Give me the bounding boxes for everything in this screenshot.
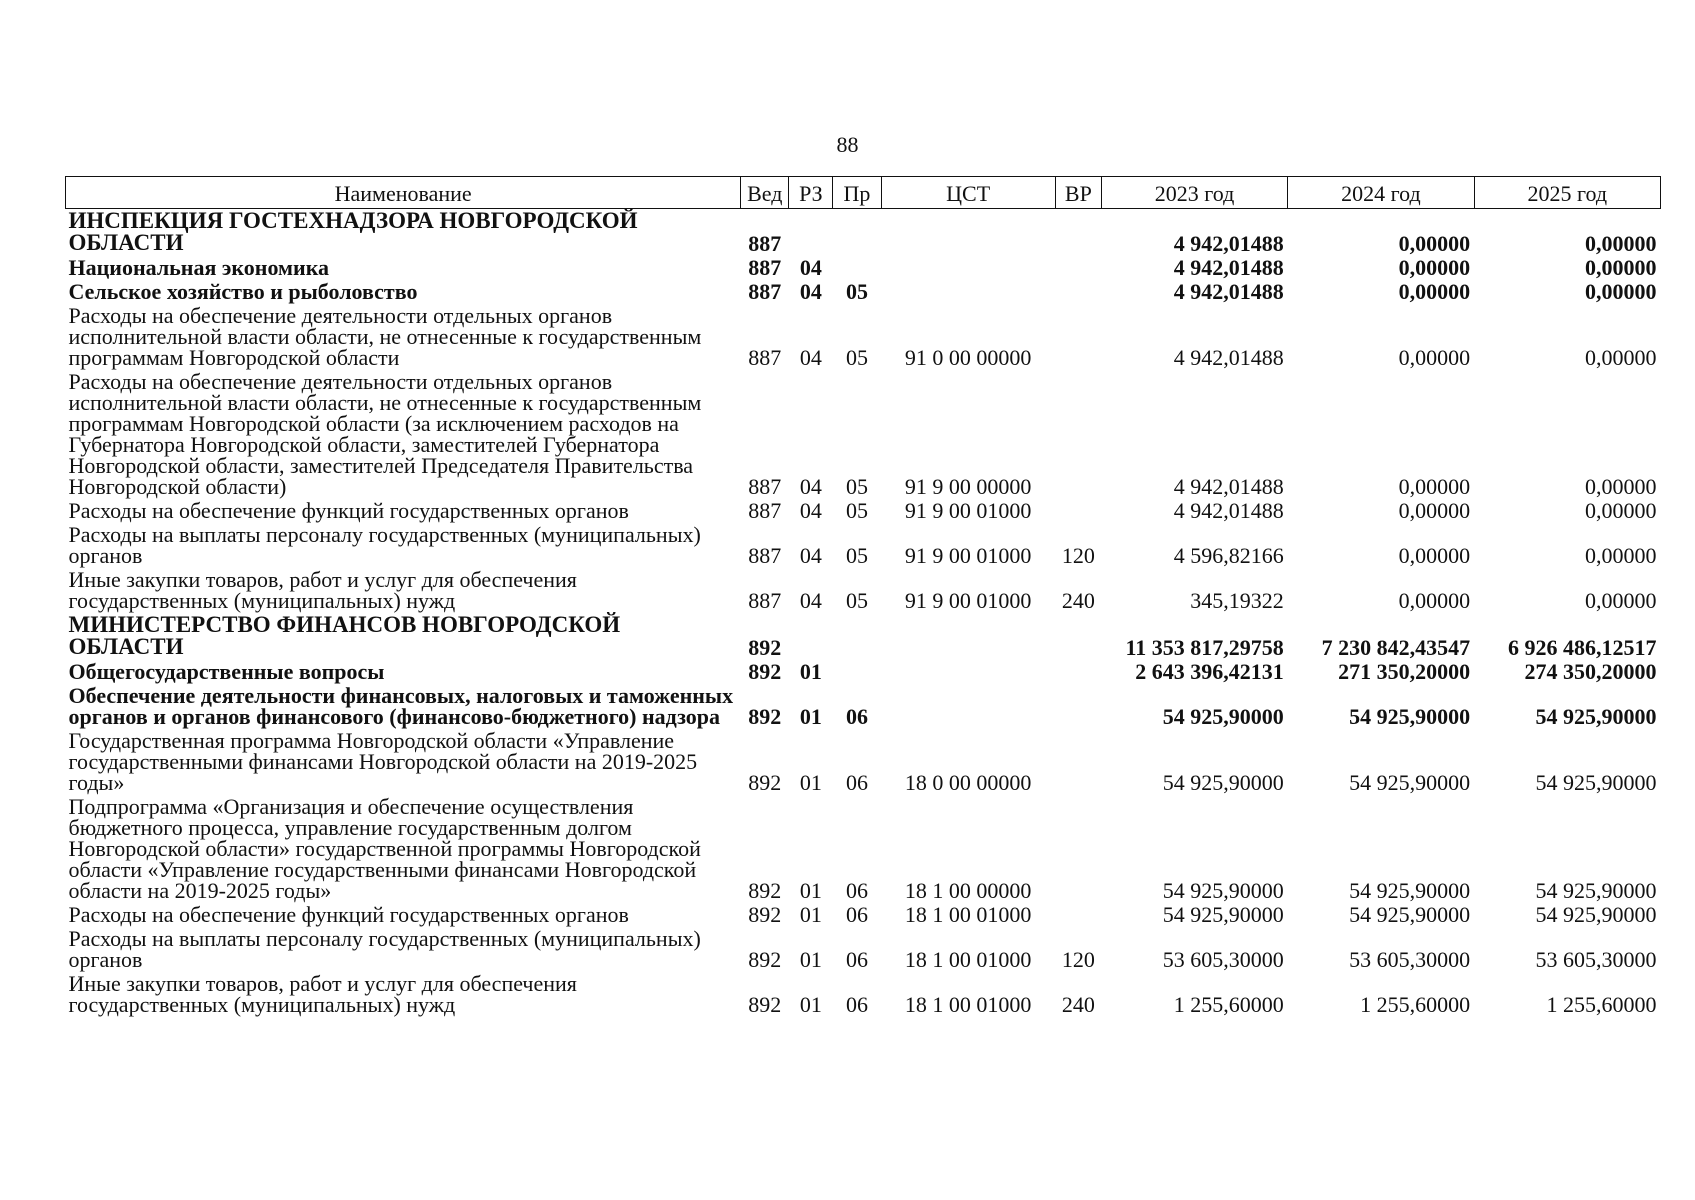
cell-pr: 05 (845, 588, 868, 613)
cell-rz: 01 (799, 992, 822, 1017)
cell-2023: 53 605,30000 (1162, 947, 1284, 972)
cell-name: Расходы на обеспечение функций государственных органов (68, 498, 629, 523)
cell-2025: 0,00000 (1585, 345, 1657, 370)
cell-name: Национальная экономика (68, 255, 330, 280)
cell-rz: 04 (799, 588, 822, 613)
cell-vr (1055, 729, 1101, 795)
cell-2023: 2 643 396,42131 (1135, 659, 1284, 684)
cell-pr: 05 (845, 543, 868, 568)
cell-rz: 04 (799, 345, 822, 370)
cell-cst: 18 0 00 00000 (904, 770, 1032, 795)
table-row (66, 256, 1661, 280)
cell-2023: 345,19322 (1190, 588, 1284, 613)
cell-ved: 887 (748, 543, 782, 568)
cell-cst: 91 9 00 01000 (904, 588, 1032, 613)
cell-ved: 892 (748, 992, 782, 1017)
cell-vr (1055, 795, 1101, 903)
cell-vr (1055, 280, 1101, 304)
cell-ved: 892 (748, 704, 782, 729)
cell-2024: 271 350,20000 (1338, 659, 1471, 684)
cell-ved: 887 (748, 279, 782, 304)
cell-pr: 05 (845, 498, 868, 523)
table-header-row (66, 177, 1661, 209)
cell-name: Иные закупки товаров, работ и услуг для обеспечения государственных (муниципальных) нужд (68, 567, 577, 613)
cell-pr: 06 (845, 902, 868, 927)
cell-2024: 0,00000 (1398, 588, 1471, 613)
table-row (66, 684, 1661, 729)
cell-ved: 887 (748, 588, 782, 613)
cell-name: Расходы на обеспечение функций государственных органов (68, 902, 629, 927)
cell-rz: 04 (799, 498, 822, 523)
header-rz: РЗ (789, 177, 833, 209)
cell-ved: 892 (748, 770, 782, 795)
cell-name: Обеспечение деятельности финансовых, налоговых и таможенных органов и органов финансового (финансово-бюджетного) надзора (68, 683, 734, 729)
cell-cst: 91 9 00 01000 (904, 498, 1032, 523)
cell-ved: 887 (748, 255, 782, 280)
cell-vr (1055, 304, 1101, 370)
cell-2024: 54 925,90000 (1349, 704, 1471, 729)
header-2024: 2024 год (1288, 177, 1474, 209)
cell-2024: 0,00000 (1398, 498, 1471, 523)
cell-vr (1055, 256, 1101, 280)
cell-2024: 0,00000 (1398, 231, 1471, 256)
cell-2023: 54 925,90000 (1162, 770, 1284, 795)
header-pr: Пр (833, 177, 881, 209)
cell-2024: 0,00000 (1398, 345, 1471, 370)
cell-cst (881, 660, 1055, 684)
cell-2025: 0,00000 (1585, 498, 1657, 523)
cell-rz: 01 (799, 902, 822, 927)
table-row (66, 660, 1661, 684)
cell-2024: 53 605,30000 (1349, 947, 1471, 972)
cell-2025: 54 925,90000 (1535, 770, 1657, 795)
cell-2024: 0,00000 (1398, 255, 1471, 280)
cell-name: Общегосударственные вопросы (68, 659, 385, 684)
cell-2023: 4 942,01488 (1173, 279, 1284, 304)
cell-ved: 892 (748, 947, 782, 972)
cell-vr: 120 (1061, 947, 1095, 972)
cell-vr (1055, 684, 1101, 729)
cell-name: Расходы на выплаты персоналу государственных (муниципальных) органов (68, 926, 701, 972)
cell-2023: 54 925,90000 (1162, 704, 1284, 729)
cell-2025: 1 255,60000 (1546, 992, 1657, 1017)
cell-rz: 01 (799, 878, 822, 903)
cell-2025: 0,00000 (1585, 474, 1657, 499)
cell-ved: 887 (748, 231, 782, 256)
cell-name: МИНИСТЕРСТВО ФИНАНСОВ НОВГОРОДСКОЙ ОБЛАСТИ (68, 612, 621, 659)
cell-cst: 91 9 00 00000 (904, 474, 1032, 499)
cell-cst (881, 280, 1055, 304)
cell-name: Расходы на обеспечение деятельности отдельных органов исполнительной власти области, не отнесенные к государственным программам Новгородской области (за исключением расходов на Губернатора Новгородской области, заместителей Губернатора Новгородской области, заместителей Председателя Правительства Новгородской области) (68, 369, 702, 499)
cell-2024: 54 925,90000 (1349, 770, 1471, 795)
cell-cst (881, 684, 1055, 729)
cell-cst: 91 9 00 01000 (904, 543, 1032, 568)
table-row (66, 568, 1661, 613)
cell-2025: 0,00000 (1585, 543, 1657, 568)
cell-vr (1055, 613, 1101, 660)
table-row (66, 972, 1661, 1017)
cell-2024: 54 925,90000 (1349, 902, 1471, 927)
cell-2025: 0,00000 (1585, 255, 1657, 280)
cell-2025: 0,00000 (1585, 588, 1657, 613)
cell-2025: 0,00000 (1585, 231, 1657, 256)
header-cst: ЦСТ (881, 177, 1055, 209)
cell-2023: 4 942,01488 (1173, 498, 1284, 523)
cell-rz: 01 (799, 947, 822, 972)
cell-pr: 06 (845, 992, 868, 1017)
cell-name: Расходы на обеспечение деятельности отдельных органов исполнительной власти области, не отнесенные к государственным программам Новгородской области (68, 303, 702, 370)
cell-2023: 4 942,01488 (1173, 231, 1284, 256)
cell-vr (1055, 209, 1101, 257)
header-vr: ВР (1055, 177, 1101, 209)
cell-pr (833, 256, 881, 280)
table-row (66, 209, 1661, 257)
table-row (66, 795, 1661, 903)
cell-2023: 4 942,01488 (1173, 474, 1284, 499)
budget-table (65, 176, 1661, 1017)
cell-pr: 06 (845, 947, 868, 972)
cell-pr: 06 (845, 770, 868, 795)
cell-cst: 18 1 00 01000 (904, 902, 1032, 927)
cell-cst: 91 0 00 00000 (904, 345, 1032, 370)
cell-ved: 892 (748, 635, 782, 660)
cell-ved: 887 (748, 474, 782, 499)
header-ved: Вед (741, 177, 789, 209)
cell-rz (789, 209, 833, 257)
table-row (66, 927, 1661, 972)
cell-2024: 0,00000 (1398, 279, 1471, 304)
cell-2023: 1 255,60000 (1173, 992, 1284, 1017)
header-2023: 2023 год (1101, 177, 1287, 209)
cell-pr (833, 660, 881, 684)
cell-name: Расходы на выплаты персоналу государственных (муниципальных) органов (68, 522, 701, 568)
cell-cst: 18 1 00 00000 (904, 878, 1032, 903)
page-number: 88 (836, 132, 859, 157)
cell-2023: 4 942,01488 (1173, 255, 1284, 280)
cell-pr: 05 (845, 279, 868, 304)
cell-vr (1055, 499, 1101, 523)
cell-2025: 6 926 486,12517 (1508, 635, 1657, 660)
cell-ved: 887 (748, 498, 782, 523)
cell-rz: 01 (799, 770, 822, 795)
cell-2024: 0,00000 (1398, 474, 1471, 499)
cell-name: Сельское хозяйство и рыболовство (68, 279, 418, 304)
cell-cst: 18 1 00 01000 (904, 992, 1032, 1017)
table-row (66, 280, 1661, 304)
cell-2023: 4 942,01488 (1173, 345, 1284, 370)
cell-2025: 54 925,90000 (1535, 878, 1657, 903)
cell-name: Иные закупки товаров, работ и услуг для обеспечения государственных (муниципальных) нужд (68, 971, 577, 1017)
table-row (66, 729, 1661, 795)
cell-cst (881, 209, 1055, 257)
header-name: Наименование (66, 177, 741, 209)
cell-2023: 54 925,90000 (1162, 878, 1284, 903)
cell-ved: 892 (748, 659, 782, 684)
table-body (66, 209, 1661, 1018)
table-row (66, 903, 1661, 927)
cell-vr (1055, 903, 1101, 927)
cell-pr: 05 (845, 345, 868, 370)
cell-2023: 11 353 817,29758 (1125, 635, 1284, 660)
cell-ved: 892 (748, 902, 782, 927)
cell-name: Подпрограмма «Организация и обеспечение осуществления бюджетного процесса, управление государственным долгом Новгородской области» государственной программы Новгородской области «Управление государственными финансами Новгородской области на 2019-2025 годы» (68, 794, 701, 903)
cell-2025: 274 350,20000 (1524, 659, 1657, 684)
cell-rz: 04 (799, 543, 822, 568)
cell-cst (881, 256, 1055, 280)
cell-vr (1055, 660, 1101, 684)
cell-rz: 04 (799, 255, 822, 280)
cell-vr: 240 (1061, 992, 1095, 1017)
cell-pr (833, 613, 881, 660)
cell-cst: 18 1 00 01000 (904, 947, 1032, 972)
cell-rz (789, 613, 833, 660)
cell-pr (833, 209, 881, 257)
header-2025: 2025 год (1474, 177, 1660, 209)
cell-2023: 54 925,90000 (1162, 902, 1284, 927)
cell-vr: 120 (1061, 543, 1095, 568)
table-row (66, 370, 1661, 499)
table-row (66, 523, 1661, 568)
cell-pr: 05 (845, 474, 868, 499)
cell-ved: 892 (748, 878, 782, 903)
cell-2023: 4 596,82166 (1173, 543, 1284, 568)
cell-2024: 54 925,90000 (1349, 878, 1471, 903)
cell-name: ИНСПЕКЦИЯ ГОСТЕХНАДЗОРА НОВГОРОДСКОЙ ОБЛАСТИ (68, 208, 638, 255)
cell-rz: 04 (799, 279, 822, 304)
cell-2024: 7 230 842,43547 (1321, 635, 1471, 660)
cell-2024: 1 255,60000 (1360, 992, 1471, 1017)
table-row (66, 613, 1661, 660)
cell-pr: 06 (845, 878, 868, 903)
cell-rz: 04 (799, 474, 822, 499)
cell-2024: 0,00000 (1398, 543, 1471, 568)
cell-pr: 06 (845, 704, 868, 729)
cell-2025: 54 925,90000 (1535, 902, 1657, 927)
cell-vr: 240 (1061, 588, 1095, 613)
cell-cst (881, 613, 1055, 660)
cell-2025: 53 605,30000 (1535, 947, 1657, 972)
cell-ved: 887 (748, 345, 782, 370)
table-row (66, 304, 1661, 370)
table-row (66, 499, 1661, 523)
cell-2025: 0,00000 (1585, 279, 1657, 304)
cell-rz: 01 (799, 704, 822, 729)
cell-name: Государственная программа Новгородской области «Управление государственными финансами Новгородской области на 2019-2025 годы» (68, 728, 698, 795)
cell-vr (1055, 370, 1101, 499)
cell-rz: 01 (799, 659, 822, 684)
cell-2025: 54 925,90000 (1535, 704, 1657, 729)
